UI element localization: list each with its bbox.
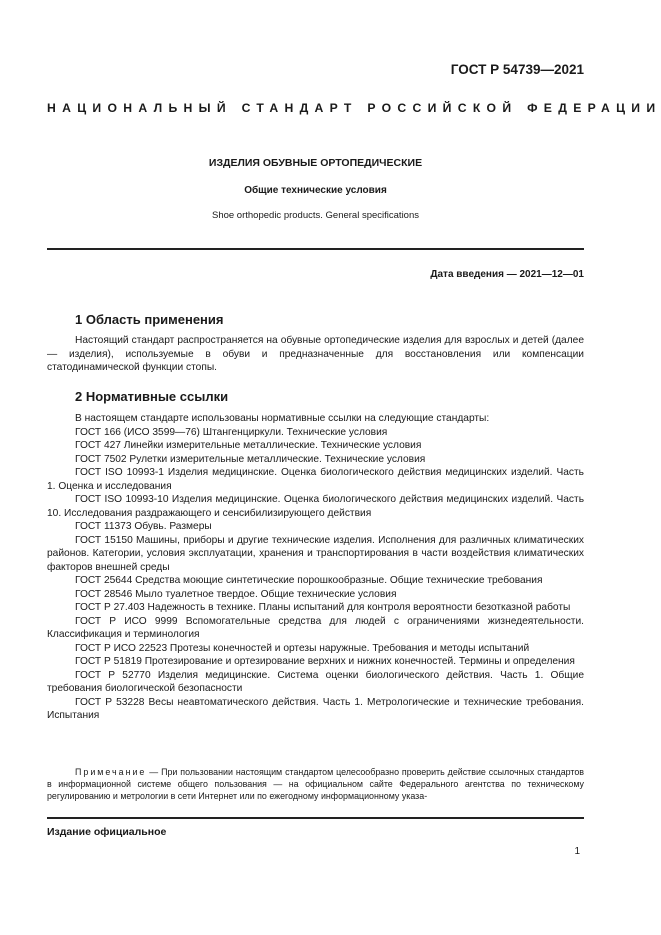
section-2-heading: 2 Нормативные ссылки: [75, 389, 229, 404]
reference-item: ГОСТ 427 Линейки измерительные металлические. Технические условия: [75, 440, 422, 451]
section-1-heading: 1 Область применения: [75, 312, 224, 327]
national-standard-banner: НАЦИОНАЛЬНЫЙ СТАНДАРТ РОССИЙСКОЙ ФЕДЕРАЦИИ: [47, 101, 661, 115]
reference-item: ГОСТ Р 53228 Весы неавтоматического действия. Часть 1. Метрологические и технические требования. Испытания: [47, 696, 584, 721]
reference-item: ГОСТ 11373 Обувь. Размеры: [75, 521, 212, 532]
reference-item: ГОСТ 166 (ИСО 3599—76) Штангенциркули. Технические условия: [75, 426, 388, 438]
section-2-body: [47, 412, 584, 723]
reference-item: ГОСТ Р ИСО 9999 Вспомогательные средства для людей с ограничениями жизнедеятельности. Классификация и терминология: [47, 615, 584, 640]
section-1-body: [47, 334, 584, 375]
document-code: ГОСТ Р 54739—2021: [450, 62, 584, 77]
official-edition-label: Издание официальное: [47, 826, 167, 838]
reference-item: ГОСТ ISO 10993-1 Изделия медицинские. Оценка биологического действия медицинских изделий. Часть 1. Оценка и исследования: [47, 467, 584, 492]
note-text: — При пользовании настоящим стандартом целесообразно проверить действие ссылочных стандартов в информационной системе общего пользования — на официальном сайте Федерального агентства по техническому регулированию и метрологии в сети Интернет или по ежегодному информационному указа-: [47, 767, 584, 801]
note-paragraph: [47, 766, 584, 802]
document-title: ИЗДЕЛИЯ ОБУВНЫЕ ОРТОПЕДИЧЕСКИЕ: [208, 157, 423, 169]
footer-divider: [47, 817, 584, 819]
page-number: 1: [574, 846, 580, 857]
reference-item: ГОСТ 7502 Рулетки измерительные металлические. Технические условия: [75, 453, 426, 465]
reference-item: ГОСТ 15150 Машины, приборы и другие технические изделия. Исполнения для различных климатических районов. Категории, условия эксплуатации, хранения и транспортирования в части воздействия климатических факторов внешней среды: [47, 534, 584, 573]
reference-item: ГОСТ Р 27.403 Надежность в технике. Планы испытаний для контроля вероятности безотказной работы: [75, 602, 571, 613]
document-subtitle: Общие технические условия: [244, 185, 387, 196]
reference-item: ГОСТ 25644 Средства моющие синтетические порошкообразные. Общие технические требования: [75, 575, 543, 586]
reference-item: ГОСТ 28546 Мыло туалетное твердое. Общие технические условия: [75, 588, 397, 600]
section-1-paragraph: Настоящий стандарт распространяется на обувные ортопедические изделия для взрослых и детей (далее — изделия), используемые в обуви и предназначенные для восстановления или компенсации статодинамической функции стопы.: [47, 335, 584, 373]
document-title-english: Shoe orthopedic products. General specifications: [211, 210, 419, 221]
note-block: [47, 766, 584, 802]
note-label: Примечание: [75, 767, 147, 777]
reference-item: ГОСТ ISO 10993-10 Изделия медицинские. Оценка биологического действия медицинских изделий. Часть 10. Исследования раздражающего и сенсибилизирующего действия: [47, 494, 584, 519]
reference-item: ГОСТ Р ИСО 22523 Протезы конечностей и ортезы наружные. Требования и методы испытаний: [75, 642, 530, 654]
reference-item: ГОСТ Р 52770 Изделия медицинские. Система оценки биологического действия. Часть 1. Общие требования биологической безопасности: [47, 669, 584, 694]
title-divider: [47, 248, 584, 250]
reference-item: ГОСТ Р 51819 Протезирование и ортезирование верхних и нижних конечностей. Термины и определения: [75, 656, 575, 667]
section-2-intro: В настоящем стандарте использованы нормативные ссылки на следующие стандарты:: [75, 413, 490, 424]
introduction-date: Дата введения — 2021—12—01: [430, 269, 584, 280]
